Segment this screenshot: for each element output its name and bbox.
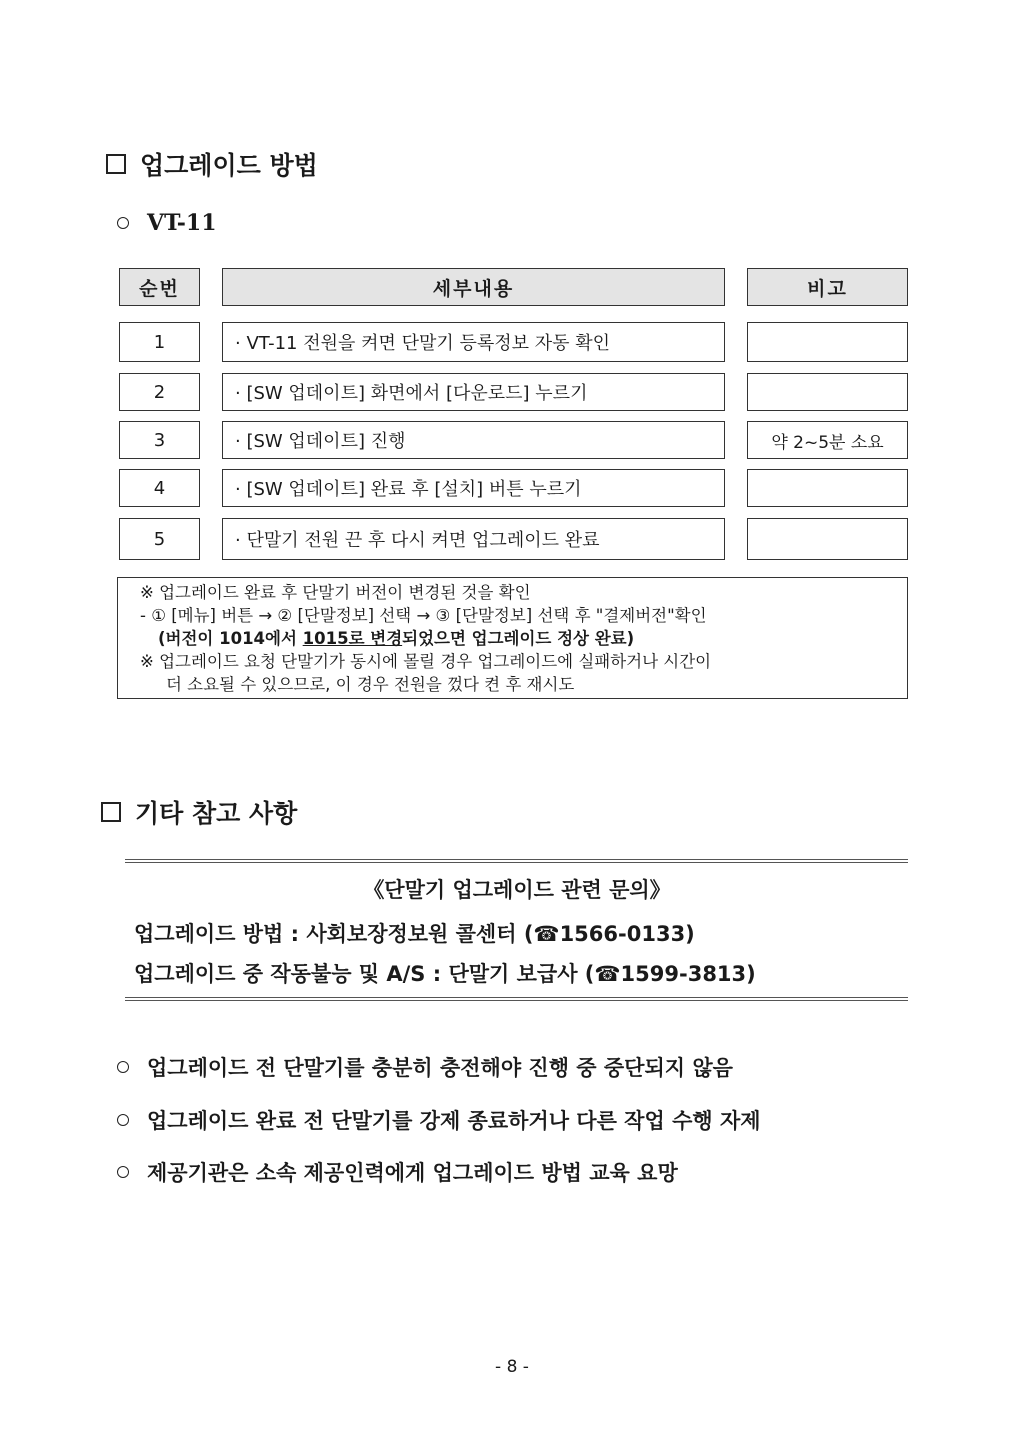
circle-bullet-icon: [117, 1166, 129, 1178]
header-content: 세부내용: [222, 268, 725, 306]
circle-bullet-icon: [117, 1061, 129, 1073]
header-no: 순번: [119, 268, 200, 306]
bullet-text: 업그레이드 완료 전 단말기를 강제 종료하거나 다른 작업 수행 자제: [147, 1108, 761, 1133]
row-5-no: 5: [119, 518, 200, 560]
row-5-note: [747, 518, 908, 560]
row-2-content: · [SW 업데이트] 화면에서 [다운로드] 누르기: [222, 373, 725, 411]
bullet-item-2: [117, 1105, 761, 1135]
note-line-3: [140, 627, 907, 650]
note-line-1: ※ 업그레이드 완료 후 단말기 버전이 변경된 것을 확인: [140, 583, 531, 602]
note-line-3b: 1015로 변경: [302, 629, 403, 648]
row-1-note: [747, 322, 908, 362]
section-title-text: 업그레이드 방법: [140, 151, 318, 180]
device-subtitle: [117, 210, 217, 236]
row-5-content: · 단말기 전원 끈 후 다시 켜면 업그레이드 완료: [222, 518, 725, 560]
note-line-2: - ① [메뉴] 버튼 → ② [단말정보] 선택 → ③ [단말정보] 선택 후 "결제버전"확인: [140, 606, 707, 625]
circle-bullet-icon: [117, 1114, 129, 1126]
inquiry-line-2: 업그레이드 중 작동불능 및 A/S : 단말기 보급사 (☎1599-3813): [134, 962, 756, 986]
row-2-note: [747, 373, 908, 411]
row-4-content: · [SW 업데이트] 완료 후 [설치] 버튼 누르기: [222, 469, 725, 507]
page-number: - 8 -: [495, 1357, 529, 1377]
header-note: 비고: [747, 268, 908, 306]
note-line-3a: (버전이 1014에서: [158, 629, 303, 648]
row-3-no: 3: [119, 421, 200, 459]
circle-bullet-icon: [117, 217, 129, 229]
row-1-content: · VT-11 전원을 켜면 단말기 등록정보 자동 확인: [222, 322, 725, 362]
bullet-item-1: [117, 1052, 733, 1082]
inquiry-line-1: 업그레이드 방법 : 사회보장정보원 콜센터 (☎1566-0133): [134, 922, 695, 946]
checkbox-square-icon: [106, 154, 126, 174]
row-3-content: · [SW 업데이트] 진행: [222, 421, 725, 459]
divider-bottom: [125, 997, 908, 1001]
row-1-no: 1: [119, 322, 200, 362]
row-3-note: 약 2~5분 소요: [747, 421, 908, 459]
notes-box: [117, 577, 908, 699]
checkbox-square-icon: [101, 802, 121, 822]
section-title-other-notes: [101, 794, 297, 830]
device-name: VT-11: [147, 210, 217, 236]
note-line-3c: 되었으면 업그레이드 정상 완료): [402, 629, 635, 648]
section-title-upgrade-method: [106, 146, 318, 182]
bullet-item-3: [117, 1157, 678, 1187]
row-4-note: [747, 469, 908, 507]
note-line-4: ※ 업그레이드 요청 단말기가 동시에 몰릴 경우 업그레이드에 실패하거나 시간이: [140, 652, 712, 671]
inquiry-title: 《단말기 업그레이드 관련 문의》: [363, 878, 671, 902]
divider-top: [125, 859, 908, 863]
note-line-5: 더 소요될 수 있으므로, 이 경우 전원을 껐다 켠 후 재시도: [166, 675, 575, 694]
row-2-no: 2: [119, 373, 200, 411]
row-4-no: 4: [119, 469, 200, 507]
bullet-text: 제공기관은 소속 제공인력에게 업그레이드 방법 교육 요망: [147, 1160, 678, 1185]
bullet-text: 업그레이드 전 단말기를 충분히 충전해야 진행 중 중단되지 않음: [147, 1055, 733, 1080]
section-title-text: 기타 참고 사항: [135, 799, 298, 828]
